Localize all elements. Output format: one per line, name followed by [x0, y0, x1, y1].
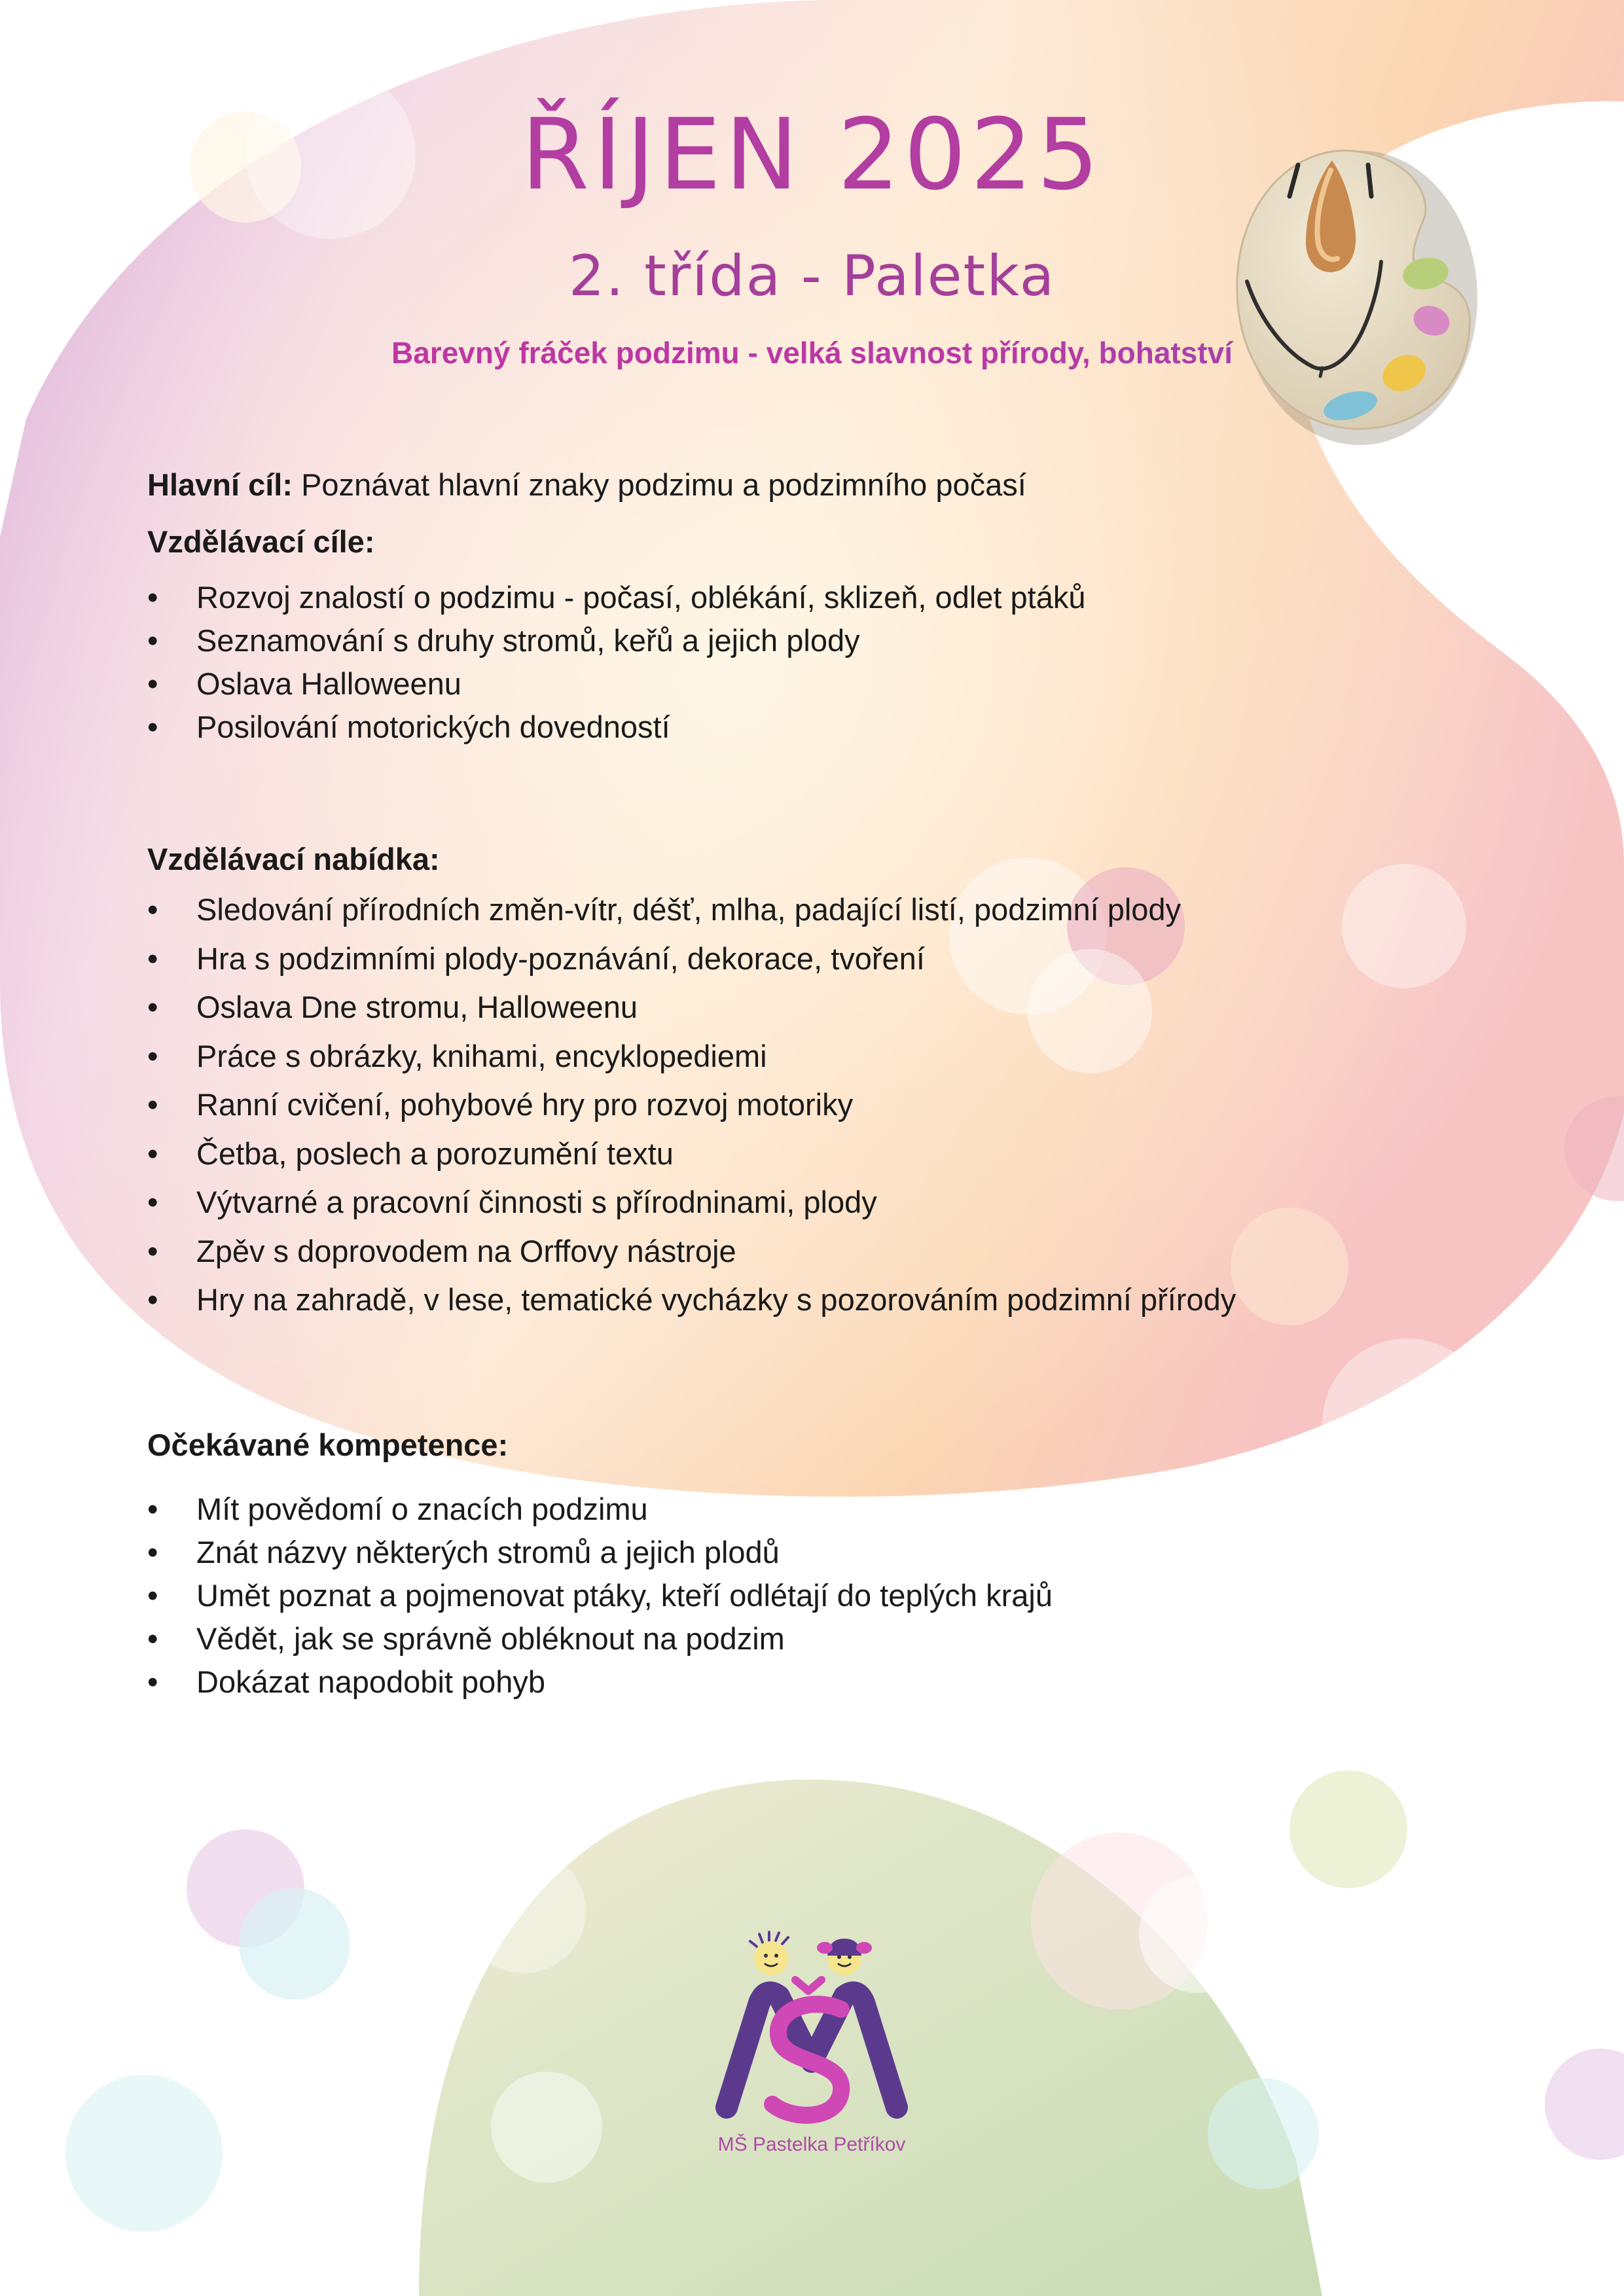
class-subtitle: 2. třída - Paletka — [568, 243, 1056, 309]
list-item: • Rozvoj znalostí o podzimu - počasí, oblékání, sklizeň, odlet ptáků — [147, 576, 1391, 619]
list-item: • Znát názvy některých stromů a jejich plodů — [147, 1531, 1391, 1574]
list-item: • Práce s obrázky, knihami, encyklopediemi — [147, 1035, 1391, 1084]
educational-offer-heading — [147, 838, 1391, 881]
list-item: • Mít povědomí o znacích podzimu — [147, 1488, 1391, 1531]
list-item: • Umět poznat a pojmenovat ptáky, kteří odlétají do teplých krajů — [147, 1574, 1391, 1617]
list-item: • Četba, poslech a porozumění textu — [147, 1132, 1391, 1181]
list-item: • Výtvarné a pracovní činnosti s přírodninami, plody — [147, 1181, 1391, 1230]
list-item: • Seznamování s druhy stromů, keřů a jejich plody — [147, 619, 1391, 662]
list-item: • Ranní cvičení, pohybové hry pro rozvoj motoriky — [147, 1083, 1391, 1132]
list-item: • Oslava Dne stromu, Halloweenu — [147, 986, 1391, 1035]
educational-offer-list — [147, 888, 1391, 1327]
page-title: ŘÍJEN 2025 — [520, 98, 1104, 212]
educational-goals-heading — [147, 520, 1391, 564]
main-goal-text: Poznávat hlavní znaky podzimu a podzimního počasí — [301, 467, 1026, 502]
educational-goals-list — [147, 576, 1391, 749]
main-goal — [147, 463, 1391, 507]
theme-subtitle: Barevný fráček podzimu - velká slavnost přírody, bohatství — [0, 335, 1624, 370]
list-item: • Hry na zahradě, v lese, tematické vycházky s pozorováním podzimní přírody — [147, 1278, 1391, 1327]
section-heading: Očekávané kompetence: — [147, 1427, 509, 1462]
main-goal-label: Hlavní cíl: — [147, 467, 293, 502]
list-item: • Hra s podzimními plody-poznávání, dekorace, tvoření — [147, 937, 1391, 986]
list-item: • Posilování motorických dovedností — [147, 706, 1391, 749]
palette-icon — [1208, 124, 1496, 452]
school-logo — [707, 1931, 916, 2147]
list-item: • Zpěv s doprovodem na Orffovy nástroje — [147, 1230, 1391, 1279]
competences-list — [147, 1488, 1391, 1704]
school-name: MŠ Pastelka Petříkov — [717, 2134, 906, 2155]
section-heading: Vzdělávací nabídka: — [147, 842, 440, 876]
section-heading: Vzdělávací cíle: — [147, 524, 375, 559]
competences-heading — [147, 1424, 1391, 1467]
list-item: • Oslava Halloweenu — [147, 662, 1391, 706]
list-item: • Vědět, jak se správně obléknout na podzim — [147, 1617, 1391, 1660]
list-item: • Sledování přírodních změn-vítr, déšť, mlha, padající listí, podzimní plody — [147, 888, 1391, 937]
list-item: • Dokázat napodobit pohyb — [147, 1660, 1391, 1704]
